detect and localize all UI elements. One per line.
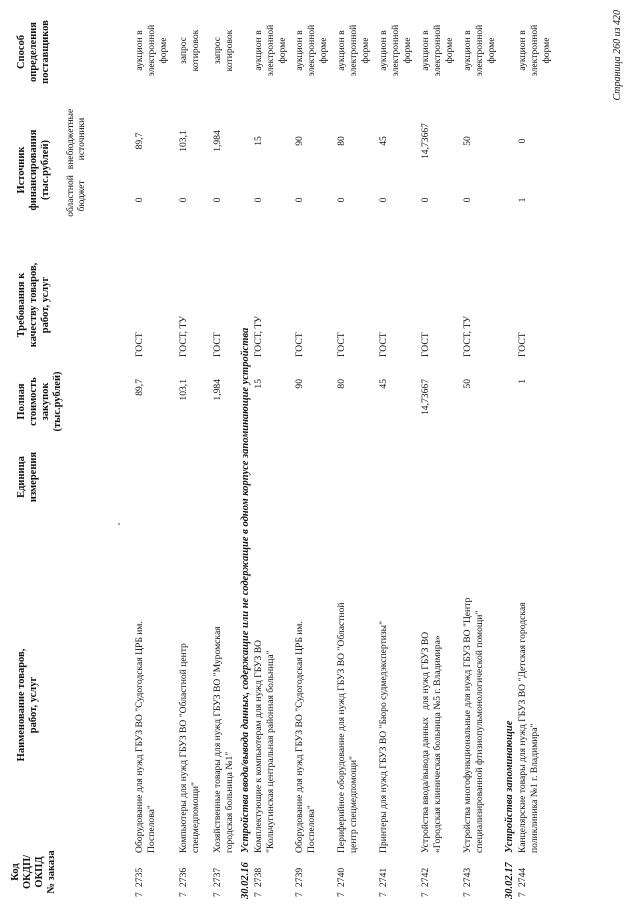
row-req: ГОСТ bbox=[294, 332, 305, 357]
row-code: 7 bbox=[212, 892, 223, 897]
row-fin-extra: 90 bbox=[294, 136, 305, 146]
header-fin-extra: внебюджетные источники bbox=[66, 108, 87, 170]
header-unit: Единица измерения bbox=[16, 451, 40, 503]
header-fin-regional: областной бюджет bbox=[66, 175, 87, 217]
row-cost: 50 bbox=[462, 379, 473, 389]
row-order: 2736 bbox=[178, 867, 189, 887]
row-order: 2735 bbox=[134, 867, 145, 887]
row-code: 7 bbox=[336, 892, 347, 897]
row-method: аукцион в электронной форме bbox=[517, 24, 552, 77]
row-method: аукцион в электронной форме bbox=[378, 24, 413, 77]
row-fin-extra: 80 bbox=[336, 136, 347, 146]
row-req: ГОСТ bbox=[420, 332, 431, 357]
row-fin-regional: 0 bbox=[253, 197, 264, 203]
row-fin-extra: 50 bbox=[462, 136, 473, 146]
row-method: аукцион в электронной форме bbox=[294, 24, 329, 77]
row-fin-extra: 15 bbox=[253, 136, 264, 146]
row-method: аукцион в электронной форме bbox=[462, 24, 497, 77]
row-name: Компьютеры для нужд ГБУЗ ВО "Областной центр спецмедпомощи" bbox=[178, 643, 201, 853]
header-cost: Полная стоимость закупок (тыс.рублей) bbox=[16, 371, 64, 432]
row-req: ГОСТ, ТУ bbox=[462, 315, 473, 357]
row-req: ГОСТ bbox=[212, 332, 223, 357]
row-order: 2744 bbox=[517, 867, 528, 887]
scan-mark bbox=[118, 523, 120, 525]
row-name: Оборудование для нужд ГБУЗ ВО "Судогодская ЦРБ им. Поспелова" bbox=[294, 621, 317, 853]
row-code: 7 bbox=[378, 892, 389, 897]
row-fin-regional: 0 bbox=[134, 197, 145, 203]
row-name: Канцелярские товары для нужд ГБУЗ ВО "Детская городская поликлиника №1 г. Владимира" bbox=[517, 602, 540, 853]
row-cost: 103,1 bbox=[178, 379, 189, 401]
row-fin-extra: 14,73667 bbox=[420, 123, 431, 159]
row-method: аукцион в электронной форме bbox=[336, 24, 371, 77]
row-name: Устройства многофункциональные для нужд ГБУЗ ВО "Центр специализированной фтизиопульмонологической помощи" bbox=[462, 597, 485, 853]
row-fin-extra: 89,7 bbox=[134, 132, 145, 150]
section-code: 30.02.17 bbox=[504, 862, 515, 899]
row-code: 7 bbox=[253, 892, 264, 897]
section-title: Устройства ввода/вывода данных, содержащие или не содержащие в одном корпусе запоминающие устройства bbox=[240, 327, 251, 853]
row-req: ГОСТ bbox=[517, 332, 528, 357]
row-fin-extra: 0 bbox=[517, 138, 528, 144]
row-fin-regional: 0 bbox=[336, 197, 347, 203]
row-cost: 1 bbox=[517, 379, 528, 384]
row-order: 2742 bbox=[420, 867, 431, 887]
row-fin-extra: 1,984 bbox=[212, 130, 223, 152]
row-fin-regional: 0 bbox=[420, 197, 431, 203]
row-code: 7 bbox=[420, 892, 431, 897]
row-cost: 1,984 bbox=[212, 379, 223, 401]
header-financing: Источник финансирования (тыс.рублей) bbox=[16, 129, 52, 211]
row-cost: 45 bbox=[378, 379, 389, 389]
row-fin-extra: 103,1 bbox=[178, 130, 189, 152]
row-fin-regional: 0 bbox=[212, 197, 223, 203]
row-name: Комплектующие к компьютерам для нужд ГБУЗ ВО "Кольчугинская центральная районная больница" bbox=[253, 639, 276, 853]
row-name: Хозяйственные товары для нужд ГБУЗ ВО "Муромская городская больница №1" bbox=[212, 626, 235, 853]
row-cost: 80 bbox=[336, 379, 347, 389]
row-order: 2739 bbox=[294, 867, 305, 887]
row-method: аукцион в электронной форме bbox=[134, 24, 169, 77]
header-code: Код ОКДП/ ОКПД № заказа bbox=[10, 850, 58, 894]
row-method: запрос котировок bbox=[212, 29, 235, 72]
row-method: аукцион в электронной форме bbox=[253, 24, 288, 77]
row-order: 2738 bbox=[253, 867, 264, 887]
header-requirements: Требования к качеству товаров, работ, услуг bbox=[16, 262, 52, 348]
section-title: Устройства запоминающие bbox=[504, 720, 515, 853]
row-name: Периферийное оборудование для нужд ГБУЗ ВО "Областной центр спецмедпомощи" bbox=[336, 602, 359, 853]
row-order: 2740 bbox=[336, 867, 347, 887]
row-code: 7 bbox=[178, 892, 189, 897]
row-name: Оборудование для нужд ГБУЗ ВО "Судогодская ЦРБ им. Поспелова" bbox=[134, 621, 157, 853]
row-name: Устройства ввода/вывода данных для нужд ГБУЗ ВО «Городская клиническая больница №5 г. Владимира» bbox=[420, 631, 443, 853]
section-code: 30.02.16 bbox=[240, 862, 251, 899]
row-fin-regional: 0 bbox=[178, 197, 189, 203]
row-fin-extra: 45 bbox=[378, 136, 389, 146]
row-name: Принтеры для нужд ГБУЗ ВО "Бюро судмедэкспертизы" bbox=[378, 620, 389, 853]
row-fin-regional: 0 bbox=[378, 197, 389, 203]
row-fin-regional: 1 bbox=[517, 197, 528, 203]
page-number: Страница 260 из 420 bbox=[612, 10, 623, 101]
header-name: Наименование товаров, работ, услуг bbox=[16, 648, 40, 762]
row-order: 2737 bbox=[212, 867, 223, 887]
row-code: 7 bbox=[294, 892, 305, 897]
row-req: ГОСТ bbox=[134, 332, 145, 357]
row-cost: 89,7 bbox=[134, 379, 145, 396]
row-code: 7 bbox=[134, 892, 145, 897]
row-req: ГОСТ, ТУ bbox=[253, 315, 264, 357]
row-cost: 15 bbox=[253, 379, 264, 389]
row-order: 2741 bbox=[378, 867, 389, 887]
row-cost: 14,73667 bbox=[420, 379, 431, 415]
row-order: 2743 bbox=[462, 867, 473, 887]
row-req: ГОСТ bbox=[378, 332, 389, 357]
row-req: ГОСТ bbox=[336, 332, 347, 357]
row-code: 7 bbox=[462, 892, 473, 897]
row-code: 7 bbox=[517, 892, 528, 897]
row-method: запрос котировок bbox=[178, 29, 201, 72]
row-cost: 90 bbox=[294, 379, 305, 389]
header-method: Способ определения поставщиков bbox=[16, 20, 52, 84]
row-req: ГОСТ, ТУ bbox=[178, 315, 189, 357]
row-method: аукцион в электронной форме bbox=[420, 24, 455, 77]
row-fin-regional: 0 bbox=[294, 197, 305, 203]
row-fin-regional: 0 bbox=[462, 197, 473, 203]
